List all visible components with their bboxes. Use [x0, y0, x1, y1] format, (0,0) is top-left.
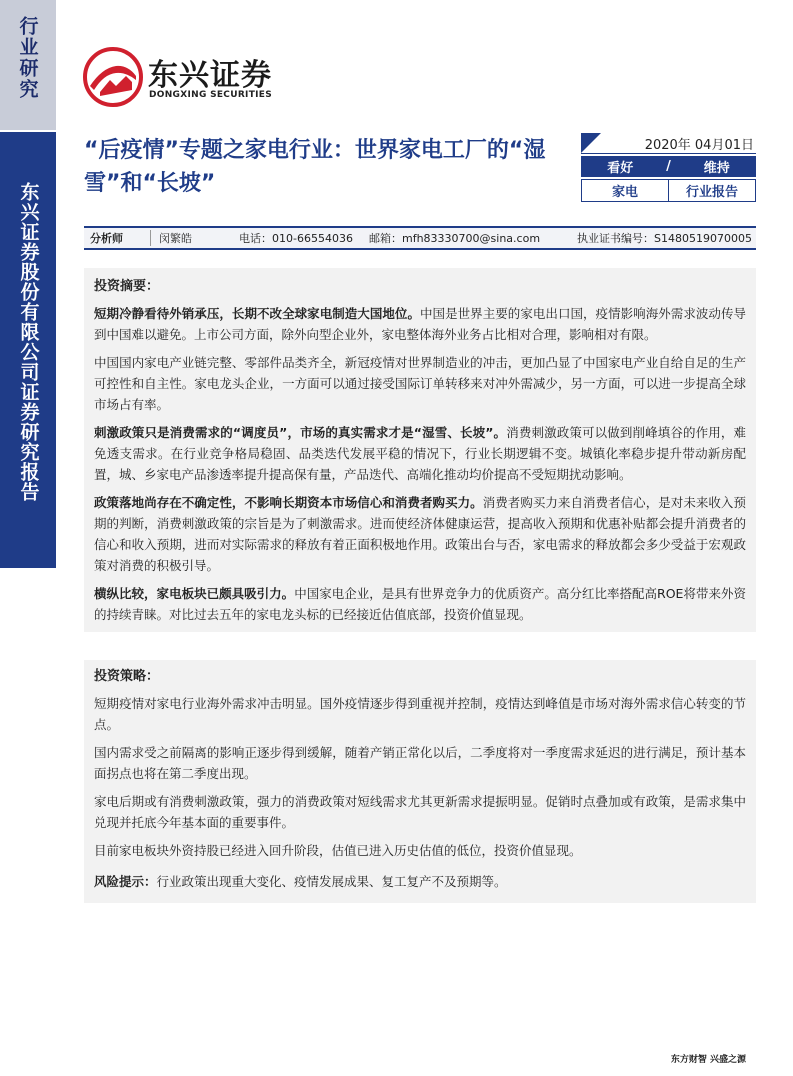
tag-row — [581, 179, 756, 202]
analyst-bar — [84, 226, 756, 250]
summary-paragraph: 政策落地尚存在不确定性，不影响长期资本市场信心和消费者购买力。消费者购买力来自消费者信心，是对未来收入预期的判断，消费刺激政策的宗旨是为了刺激需求。进而使经济体健康运营，提高收入预期和优惠补贴都会提升消费者的信心和收入预期，进而对实际需求的释放有着正面积极地作用。政策出台与否，家电需求的释放都会多少受益于宏观政策对消费的积极引导。 — [94, 495, 746, 573]
company-logo — [82, 46, 302, 106]
sidebar-report-type — [0, 132, 56, 568]
rating-box — [581, 133, 756, 202]
rating-change: 维持 — [703, 161, 730, 176]
summary-paragraph: 刺激政策只是消费需求的“调度员”，市场的真实需求才是“湿雪、长坡”。消费刺激政策可以做到削峰填谷的作用，难免透支需求。在行业竞争格局稳固、品类迭代发展平稳的情况下，行业长期逻辑不变。城镇化率稳步提升带动新房配置，城、乡家电产品渗透率提升提高保有量，产品迭代、高端化推动均价提高不受短期扰动影响。 — [94, 425, 746, 482]
sidebar-category — [0, 0, 56, 130]
risk-text: 行业政策出现重大变化、疫情发展成果、复工复产不及预期等。 — [156, 874, 507, 889]
summary-paragraph: 短期冷静看待外销承压，长期不改全球家电制造大国地位。中国是世界主要的家电出口国，疫情影响海外需求波动传导到中国难以避免。上市公司方面，除外向型企业外，家电整体海外业务占比相对合理，影响相对有限。 — [94, 306, 746, 342]
summary-heading: 投资摘要： — [94, 279, 160, 294]
risk-label: 风险提示： — [94, 874, 157, 889]
analyst-phone: 电话：010-66554036 — [239, 232, 353, 245]
summary-paragraph: 横纵比较，家电板块已颇具吸引力。中国家电企业，是具有世界竞争力的优质资产。高分红比率搭配高ROE将带来外资的持续青睐。对比过去五年的家电龙头标的已经接近估值底部，投资价值显现。 — [94, 586, 746, 622]
summary-paragraph: 中国国内家电产业链完整、零部件品类齐全，新冠疫情对世界制造业的冲击，更加凸显了中国家电产业自给自足的生产可控性和自主性。家电龙头企业，一方面可以通过接受国际订单转移来对冲外需减少，另一方面，可以进一步提高全球市场占有率。 — [94, 355, 746, 412]
strategy-paragraph: 家电后期或有消费刺激政策，强力的消费政策对短线需求尤其更新需求提振明显。促销时点叠加或有政策，是需求集中兑现并托底今年基本面的重要事件。 — [94, 794, 746, 830]
rating-separator: / — [666, 159, 671, 174]
rating-row — [581, 156, 756, 177]
risk-paragraph — [84, 871, 756, 892]
analyst-label: 分析师 — [90, 232, 123, 245]
analyst-name: 闵繁皓 — [150, 230, 239, 246]
report-title: “后疫情”专题之家电行业：世界家电工厂的“湿雪”和“长坡” — [84, 138, 546, 196]
date-row — [581, 133, 756, 154]
strategy-paragraph: 目前家电板块外资持股已经进入回升阶段，估值已进入历史估值的低位，投资价值显现。 — [94, 843, 582, 858]
strategy-paragraph: 国内需求受之前隔离的影响正逐步得到缓解，随着产销正常化以后，二季度将对一季度需求延迟的进行满足，预计基本面拐点也将在第二季度出现。 — [94, 745, 746, 781]
logo-name-en: DONGXING SECURITIES — [149, 90, 273, 100]
strategy-paragraph: 短期疫情对家电行业海外需求冲击明显。国外疫情逐步得到重视并控制，疫情达到峰值是市场对海外需求信心转变的节点。 — [94, 696, 746, 732]
report-body — [84, 268, 756, 903]
footer-slogan: 东方财智 兴盛之源 — [670, 1055, 746, 1065]
sector-tag: 家电 — [611, 185, 638, 200]
analyst-email: 邮箱：mfh83330700@sina.com — [369, 232, 541, 245]
doc-type-tag: 行业报告 — [668, 180, 755, 201]
logo-name-cn: 东兴证券 — [148, 58, 272, 93]
logo-mark-icon — [82, 46, 144, 108]
analyst-license: 执业证书编号：S1480519070005 — [577, 232, 752, 245]
rating-value: 看好 — [607, 161, 634, 176]
sidebar-category-text: 行业研究 — [16, 16, 39, 100]
corner-triangle-icon — [581, 133, 601, 153]
sidebar-report-type-text: 东兴证券股份有限公司证券研究报告 — [17, 182, 40, 502]
strategy-heading: 投资策略： — [94, 669, 160, 684]
report-date: 2020年 04月01日 — [644, 138, 754, 153]
